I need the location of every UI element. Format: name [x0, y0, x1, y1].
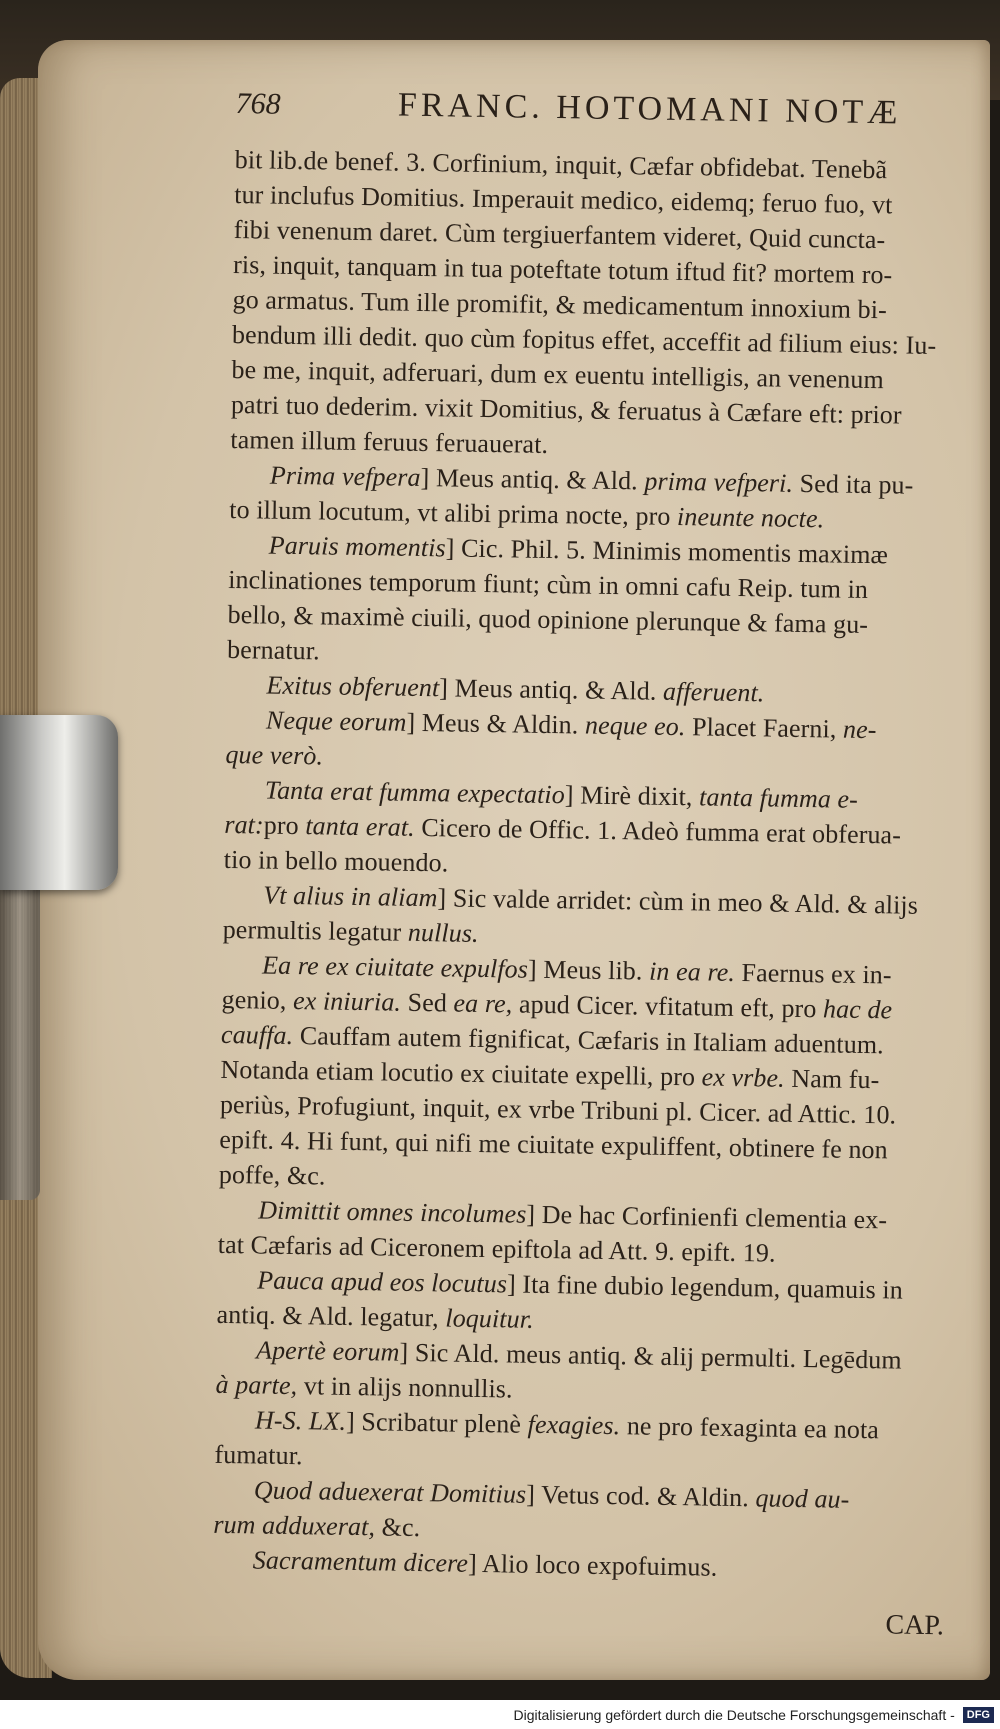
roman-text: fibi venenum daret. Cùm tergiuerfantem videret, Quid cuncta-: [233, 214, 886, 255]
roman-text: ] Mirè dixit,: [564, 780, 700, 812]
italic-text: fexagies.: [527, 1409, 621, 1441]
roman-text: ] Scribatur plenè: [345, 1406, 528, 1439]
italic-text: Paruis momentis: [268, 530, 446, 563]
italic-text: Apertè eorum: [255, 1335, 400, 1367]
roman-text: bendum illi dedit. quo cùm fopitus effet, acceffit ad filium eius: Iu-: [231, 319, 937, 361]
running-title: FRANC. HOTOMANI NOTÆ: [397, 86, 902, 132]
italic-text: Quod aduexerat Domitius: [253, 1475, 527, 1509]
page-clip: [0, 715, 118, 890]
italic-text: H-S. LX.: [254, 1405, 347, 1436]
italic-text: tanta fumma e-: [698, 782, 859, 814]
italic-text: rat:: [224, 809, 264, 840]
catchword: CAP.: [885, 1609, 945, 1642]
dfg-logo: DFG: [963, 1707, 994, 1723]
roman-text: ris, inquit, tanquam in tua poteftate totum iftud fit? mortem ro-: [232, 249, 893, 290]
italic-text: prima vefperi.: [644, 466, 794, 498]
roman-text: Faernus ex in-: [734, 957, 892, 990]
italic-text: Sacramentum dicere: [252, 1545, 469, 1578]
roman-text: &c.: [374, 1512, 421, 1543]
italic-text: ex iniuria.: [292, 986, 402, 1017]
italic-text: à parte,: [215, 1369, 298, 1401]
roman-text: antiq. & Ald. legatur,: [216, 1299, 446, 1333]
roman-text: tur inclufus Domitius. Imperauit medico, eidemq; feruo fuo, vt: [234, 179, 893, 220]
italic-text: Prima vefpera: [269, 460, 421, 492]
roman-text: bit lib.de benef. 3. Corfinium, inquit, Cæfar obfidebat. Tenebã: [234, 144, 888, 185]
roman-text: Sed: [400, 987, 454, 1018]
italic-text: hac de: [822, 994, 893, 1025]
roman-text: ] Meus & Aldin.: [406, 707, 586, 740]
roman-text: Cauffam autem fignificat, Cæfaris in Italiam aduentum.: [293, 1021, 884, 1060]
italic-text: quod au-: [755, 1483, 850, 1514]
italic-text: cauffa.: [220, 1019, 294, 1051]
italic-text: tanta erat.: [305, 811, 415, 842]
roman-text: ] Vetus cod. & Aldin.: [526, 1479, 756, 1513]
roman-text: bernatur.: [226, 634, 320, 666]
italic-text: Pauca apud eos locutus: [256, 1265, 508, 1299]
italic-text: neque eo.: [584, 710, 686, 742]
roman-text: Placet Faerni,: [685, 712, 844, 744]
roman-text: apud Cicer. vfitatum eft, pro: [512, 989, 824, 1024]
roman-text: ] Alio loco expofuimus.: [467, 1548, 718, 1582]
roman-text: tat Cæfaris ad Ciceronem epiftola ad Att. 9. epift. 19.: [217, 1229, 776, 1268]
digitization-footer: [0, 1700, 1000, 1729]
italic-text: ineunte nocte.: [676, 501, 825, 534]
roman-text: bello, & maximè ciuili, quod opinione plerunque & fama gu-: [227, 599, 869, 639]
roman-text: genio,: [221, 984, 294, 1016]
roman-text: ] Meus lib.: [527, 954, 650, 986]
roman-text: poffe, &c.: [218, 1159, 326, 1191]
italic-text: afferuent.: [662, 676, 765, 708]
roman-text: ] Meus antiq. & Ald.: [439, 673, 664, 706]
roman-text: permultis legatur: [222, 914, 409, 947]
roman-text: Nam fu-: [784, 1063, 880, 1095]
italic-text: Neque eorum: [265, 705, 407, 737]
italic-text: Ea re ex ciuitate expulfos: [261, 950, 529, 984]
roman-text: vt in alijs nonnullis.: [297, 1371, 513, 1404]
body-text: [213, 142, 973, 1588]
italic-text: nullus.: [407, 917, 479, 948]
page-number: 768: [235, 86, 281, 121]
italic-text: ex vrbe.: [701, 1062, 785, 1093]
italic-text: in ea re.: [648, 956, 736, 987]
roman-text: tamen illum feruus feruauerat.: [230, 424, 549, 459]
italic-text: loquitur.: [445, 1303, 534, 1334]
roman-text: epift. 4. Hi funt, qui nifi me ciuitate expuliffent, obtinere fe non: [219, 1124, 888, 1165]
roman-text: ] Meus antiq. & Ald.: [420, 462, 645, 496]
roman-text: inclinationes temporum fiunt; cùm in omni cafu Reip. tum in: [227, 564, 869, 604]
italic-text: Dimittit omnes incolumes: [258, 1195, 527, 1229]
roman-text: ] Cic. Phil. 5. Minimis momentis maximæ: [445, 533, 889, 570]
roman-text: ] De hac Corfinienfi clementia ex-: [526, 1199, 888, 1235]
footer-credit: Digitalisierung gefördert durch die Deutsche Forschungsgemeinschaft -: [513, 1706, 955, 1723]
roman-text: ne pro fexaginta ea nota: [619, 1411, 880, 1445]
roman-text: pro: [263, 810, 306, 841]
roman-text: tio in bello mouendo.: [223, 844, 449, 878]
roman-text: periùs, Profugiunt, inquit, ex vrbe Tribuni pl. Cicer. ad Attic. 10.: [219, 1089, 897, 1130]
roman-text: go armatus. Tum ille promifit, & medicamentum innoxium bi-: [232, 284, 888, 325]
roman-text: Notanda etiam locutio ex ciuitate expelli, pro: [220, 1054, 702, 1092]
roman-text: be me, inquit, adferuari, dum ex euentu intelligis, an venenum: [231, 354, 885, 395]
roman-text: Sed ita pu-: [792, 468, 914, 500]
roman-text: patri tuo dederim. vixit Domitius, & feruatus à Cæfare eft: prior: [230, 389, 902, 430]
roman-text: ] Sic Ald. meus antiq. & alij permulti. Legēdum: [399, 1337, 902, 1375]
italic-text: rum adduxerat,: [213, 1509, 376, 1542]
italic-text: ea re,: [453, 988, 513, 1019]
roman-text: Cicero de Offic. 1. Adeò fumma erat obferua-: [414, 812, 902, 850]
page-text: [212, 84, 974, 1642]
roman-text: ] Sic valde arridet: cùm in meo & Ald. & alijs: [437, 883, 919, 920]
italic-text: ne-: [842, 714, 877, 745]
roman-text: fumatur.: [214, 1439, 303, 1471]
italic-text: que verò.: [225, 739, 324, 771]
italic-text: Vt alius in aliam: [263, 880, 438, 913]
italic-text: Tanta erat fumma expectatio: [264, 775, 566, 810]
roman-text: ] Ita fine dubio legendum, quamuis in: [506, 1269, 904, 1305]
roman-text: to illum locutum, vt alibi prima nocte, pro: [229, 494, 678, 531]
italic-text: Exitus obferuent: [266, 670, 440, 703]
